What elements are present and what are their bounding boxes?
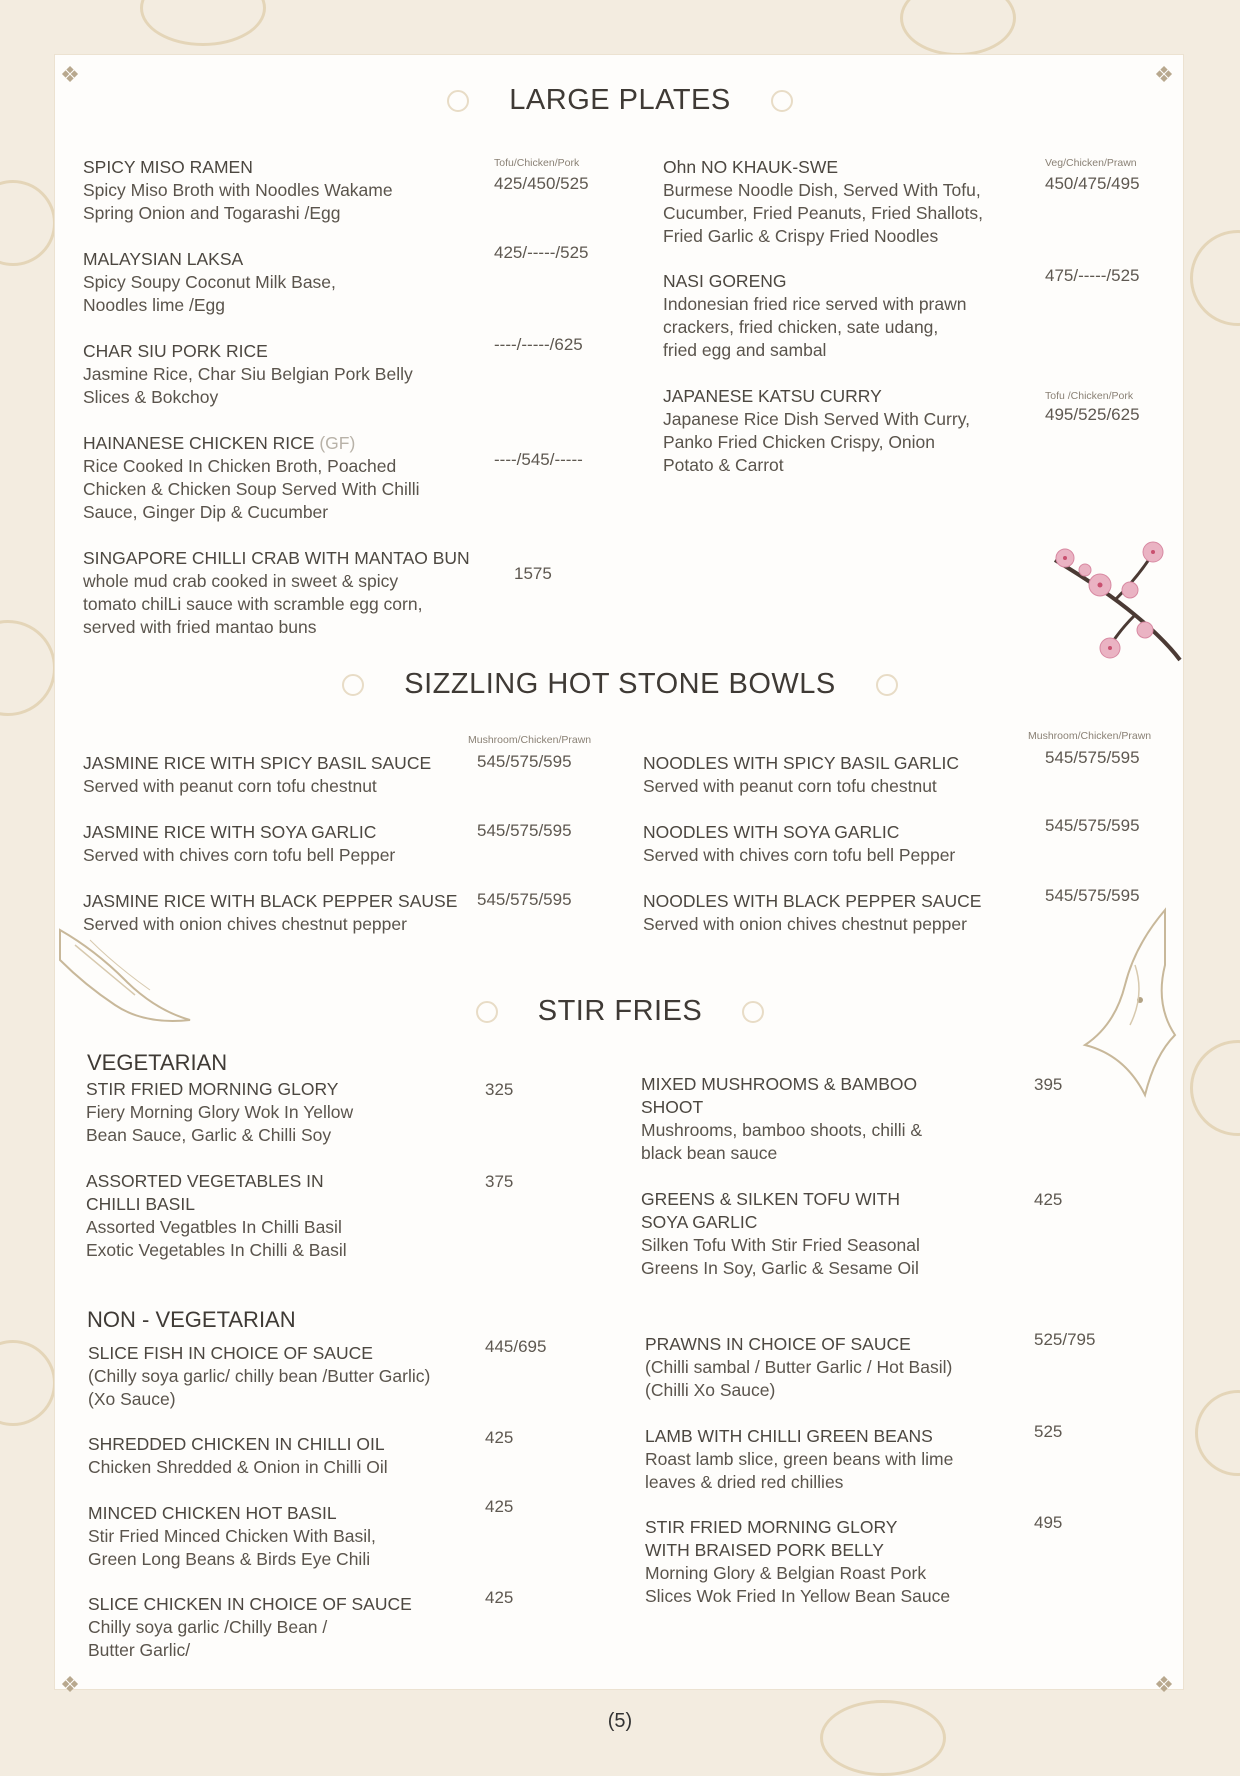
cherry-blossom-icon bbox=[1045, 530, 1185, 665]
item-description: Chicken Shredded & Onion in Chilli Oil bbox=[88, 1457, 388, 1477]
item-name: CHAR SIU PORK RICE bbox=[83, 341, 268, 361]
item-description: Japanese Rice Dish Served With Curry, Panko Fried Chicken Crispy, Onion Potato & Carrot bbox=[663, 409, 971, 475]
item-description: Served with onion chives chestnut pepper bbox=[643, 914, 967, 934]
item-description: Rice Cooked In Chicken Broth, Poached Chicken & Chicken Soup Served With Chilli Sauce, Ginger Dip & Cucumber bbox=[83, 456, 420, 522]
item-price: 525 bbox=[1034, 1422, 1063, 1441]
menu-item bbox=[83, 156, 513, 225]
item-name: SLICE CHICKEN IN CHOICE OF SAUCE bbox=[88, 1594, 412, 1614]
item-price: 395 bbox=[1034, 1075, 1063, 1094]
item-description: Indonesian fried rice served with prawn crackers, fried chicken, sate udang, fried egg and sambal bbox=[663, 294, 967, 360]
item-name bbox=[83, 432, 523, 455]
item-name: SPICY MISO RAMEN bbox=[83, 157, 253, 177]
item-name: SLICE FISH IN CHOICE OF SAUCE bbox=[88, 1343, 373, 1363]
item-name: SHREDDED CHICKEN IN CHILLI OIL bbox=[88, 1434, 385, 1454]
section-title-large-plates bbox=[0, 84, 1240, 117]
item-name: JAPANESE KATSU CURRY bbox=[663, 386, 882, 406]
item-price: 425 bbox=[485, 1588, 514, 1607]
item-price: 475/-----/525 bbox=[1045, 266, 1140, 285]
item-price: ----/-----/625 bbox=[494, 335, 583, 354]
item-name: MIXED MUSHROOMS & BAMBOO SHOOT bbox=[641, 1074, 918, 1117]
corner-ornament-icon: ❖ bbox=[60, 1673, 80, 1698]
item-description: Assorted Vegatbles In Chilli Basil Exotic Vegetables In Chilli & Basil bbox=[86, 1217, 347, 1260]
corner-ornament-icon: ❖ bbox=[1154, 1673, 1174, 1698]
gluten-free-tag: (GF) bbox=[319, 433, 356, 453]
section-title-text: STIR FRIES bbox=[537, 995, 703, 1027]
corner-ornament-icon: ❖ bbox=[60, 63, 80, 88]
ornament-icon bbox=[476, 1001, 498, 1023]
item-description: Served with chives corn tofu bell Pepper bbox=[83, 845, 396, 865]
item-name: NASI GORENG bbox=[663, 271, 787, 291]
menu-item bbox=[645, 1516, 1025, 1608]
item-description: Spicy Soupy Coconut Milk Base, Noodles lime /Egg bbox=[83, 272, 336, 315]
menu-item bbox=[663, 385, 1043, 477]
item-description: Spicy Miso Broth with Noodles Wakame Spring Onion and Togarashi /Egg bbox=[83, 180, 393, 223]
item-price: 425 bbox=[1034, 1190, 1063, 1209]
variant-tag: Tofu /Chicken/Pork bbox=[1045, 390, 1134, 402]
item-price: 425/-----/525 bbox=[494, 243, 589, 262]
item-name: MINCED CHICKEN HOT BASIL bbox=[88, 1503, 337, 1523]
ornament-icon bbox=[876, 674, 898, 696]
variant-tag: Mushroom/Chicken/Prawn bbox=[1028, 730, 1152, 742]
item-name: GREENS & SILKEN TOFU WITH SOYA GARLIC bbox=[641, 1189, 900, 1232]
item-price: 545/575/595 bbox=[477, 821, 572, 840]
item-name-text: HAINANESE CHICKEN RICE bbox=[83, 433, 315, 453]
item-price: ----/545/----- bbox=[494, 450, 583, 469]
item-name: STIR FRIED MORNING GLORY bbox=[86, 1079, 339, 1099]
menu-item bbox=[83, 340, 513, 409]
menu-item bbox=[88, 1342, 508, 1411]
non-vegetarian-heading: NON - VEGETARIAN bbox=[87, 1307, 296, 1332]
item-price: 545/575/595 bbox=[477, 752, 572, 771]
item-price: 495/525/625 bbox=[1045, 405, 1140, 424]
variant-tag: Mushroom/Chicken/Prawn bbox=[468, 734, 592, 746]
menu-item bbox=[88, 1593, 508, 1662]
item-name: ASSORTED VEGETABLES IN CHILLI BASIL bbox=[86, 1171, 324, 1214]
menu-item bbox=[83, 752, 483, 798]
menu-item bbox=[641, 1073, 1021, 1165]
item-description: Served with peanut corn tofu chestnut bbox=[83, 776, 377, 796]
menu-item bbox=[88, 1433, 508, 1479]
menu-item bbox=[86, 1170, 486, 1262]
item-name: JASMINE RICE WITH SPICY BASIL SAUCE bbox=[83, 753, 432, 773]
item-description: Morning Glory & Belgian Roast Pork Slices Wok Fried In Yellow Bean Sauce bbox=[645, 1563, 951, 1606]
item-description: Chilly soya garlic /Chilly Bean / Butter Garlic/ bbox=[88, 1617, 328, 1660]
item-name: NOODLES WITH SOYA GARLIC bbox=[643, 822, 900, 842]
item-name: NOODLES WITH BLACK PEPPER SAUCE bbox=[643, 891, 982, 911]
ornament-icon bbox=[771, 90, 793, 112]
item-price: 425/450/525 bbox=[494, 174, 589, 193]
item-description: Fiery Morning Glory Wok In Yellow Bean Sauce, Garlic & Chilli Soy bbox=[86, 1102, 354, 1145]
section-title-text: SIZZLING HOT STONE BOWLS bbox=[404, 668, 836, 700]
menu-item bbox=[645, 1425, 1025, 1494]
item-description: Served with chives corn tofu bell Pepper bbox=[643, 845, 956, 865]
menu-item bbox=[643, 821, 1043, 867]
item-price: 545/575/595 bbox=[477, 890, 572, 909]
item-description: Jasmine Rice, Char Siu Belgian Pork Belly Slices & Bokchoy bbox=[83, 364, 413, 407]
item-price: 545/575/595 bbox=[1045, 748, 1140, 767]
menu-item bbox=[83, 432, 523, 524]
item-description: Mushrooms, bamboo shoots, chilli & black bean sauce bbox=[641, 1120, 923, 1163]
item-description: Stir Fried Minced Chicken With Basil, Green Long Beans & Birds Eye Chili bbox=[88, 1526, 376, 1569]
menu-item bbox=[86, 1078, 486, 1147]
menu-item bbox=[83, 248, 513, 317]
menu-item bbox=[83, 547, 523, 639]
page-number: (5) bbox=[607, 1710, 633, 1732]
item-description: Served with onion chives chestnut pepper bbox=[83, 914, 407, 934]
item-description: Roast lamb slice, green beans with lime leaves & dried red chillies bbox=[645, 1449, 954, 1492]
item-name: JASMINE RICE WITH BLACK PEPPER SAUSE bbox=[83, 891, 458, 911]
item-name: Ohn NO KHAUK-SWE bbox=[663, 157, 839, 177]
variant-tag: Veg/Chicken/Prawn bbox=[1045, 157, 1137, 169]
item-description: Silken Tofu With Stir Fried Seasonal Greens In Soy, Garlic & Sesame Oil bbox=[641, 1235, 920, 1278]
item-price: 1575 bbox=[514, 564, 552, 583]
item-price: 525/795 bbox=[1034, 1330, 1096, 1349]
item-name: NOODLES WITH SPICY BASIL GARLIC bbox=[643, 753, 960, 773]
item-description: whole mud crab cooked in sweet & spicy tomato chilLi sauce with scramble egg corn, served with fried mantao buns bbox=[83, 571, 423, 637]
item-description: (Chilli sambal / Butter Garlic / Hot Basil) (Chilli Xo Sauce) bbox=[645, 1357, 953, 1400]
corner-ornament-icon: ❖ bbox=[1154, 63, 1174, 88]
item-price: 495 bbox=[1034, 1513, 1063, 1532]
item-description: (Chilly soya garlic/ chilly bean /Butter Garlic) (Xo Sauce) bbox=[88, 1366, 431, 1409]
ornament-icon bbox=[342, 674, 364, 696]
item-price: 445/695 bbox=[485, 1337, 547, 1356]
section-title-stir-fries bbox=[0, 995, 1240, 1028]
section-title-text: LARGE PLATES bbox=[509, 84, 731, 116]
item-name: JASMINE RICE WITH SOYA GARLIC bbox=[83, 822, 377, 842]
item-price: 375 bbox=[485, 1172, 514, 1191]
vegetarian-heading: VEGETARIAN bbox=[87, 1050, 228, 1075]
item-price: 425 bbox=[485, 1497, 514, 1516]
item-price: 545/575/595 bbox=[1045, 886, 1140, 905]
item-name: SINGAPORE CHILLI CRAB WITH MANTAO BUN bbox=[83, 548, 470, 568]
item-description: Burmese Noodle Dish, Served With Tofu, Cucumber, Fried Peanuts, Fried Shallots, Fried Garlic & Crispy Fried Noodles bbox=[663, 180, 984, 246]
menu-item bbox=[645, 1333, 1025, 1402]
item-name: STIR FRIED MORNING GLORY WITH BRAISED PORK BELLY bbox=[645, 1517, 898, 1560]
menu-item bbox=[643, 890, 1043, 936]
menu-item bbox=[663, 156, 1043, 248]
item-price: 325 bbox=[485, 1080, 514, 1099]
section-title-sizzling bbox=[0, 668, 1240, 701]
ornament-icon bbox=[447, 90, 469, 112]
menu-item bbox=[641, 1188, 1021, 1280]
menu-item bbox=[643, 752, 1043, 798]
menu-item bbox=[663, 270, 1043, 362]
item-price: 545/575/595 bbox=[1045, 816, 1140, 835]
item-name: MALAYSIAN LAKSA bbox=[83, 249, 244, 269]
item-name: LAMB WITH CHILLI GREEN BEANS bbox=[645, 1426, 933, 1446]
variant-tag: Tofu/Chicken/Pork bbox=[494, 157, 580, 169]
menu-item bbox=[88, 1502, 508, 1571]
item-description: Served with peanut corn tofu chestnut bbox=[643, 776, 937, 796]
item-name: PRAWNS IN CHOICE OF SAUCE bbox=[645, 1334, 911, 1354]
menu-item bbox=[83, 821, 483, 867]
ornament-icon bbox=[742, 1001, 764, 1023]
item-price: 425 bbox=[485, 1428, 514, 1447]
item-price: 450/475/495 bbox=[1045, 174, 1140, 193]
